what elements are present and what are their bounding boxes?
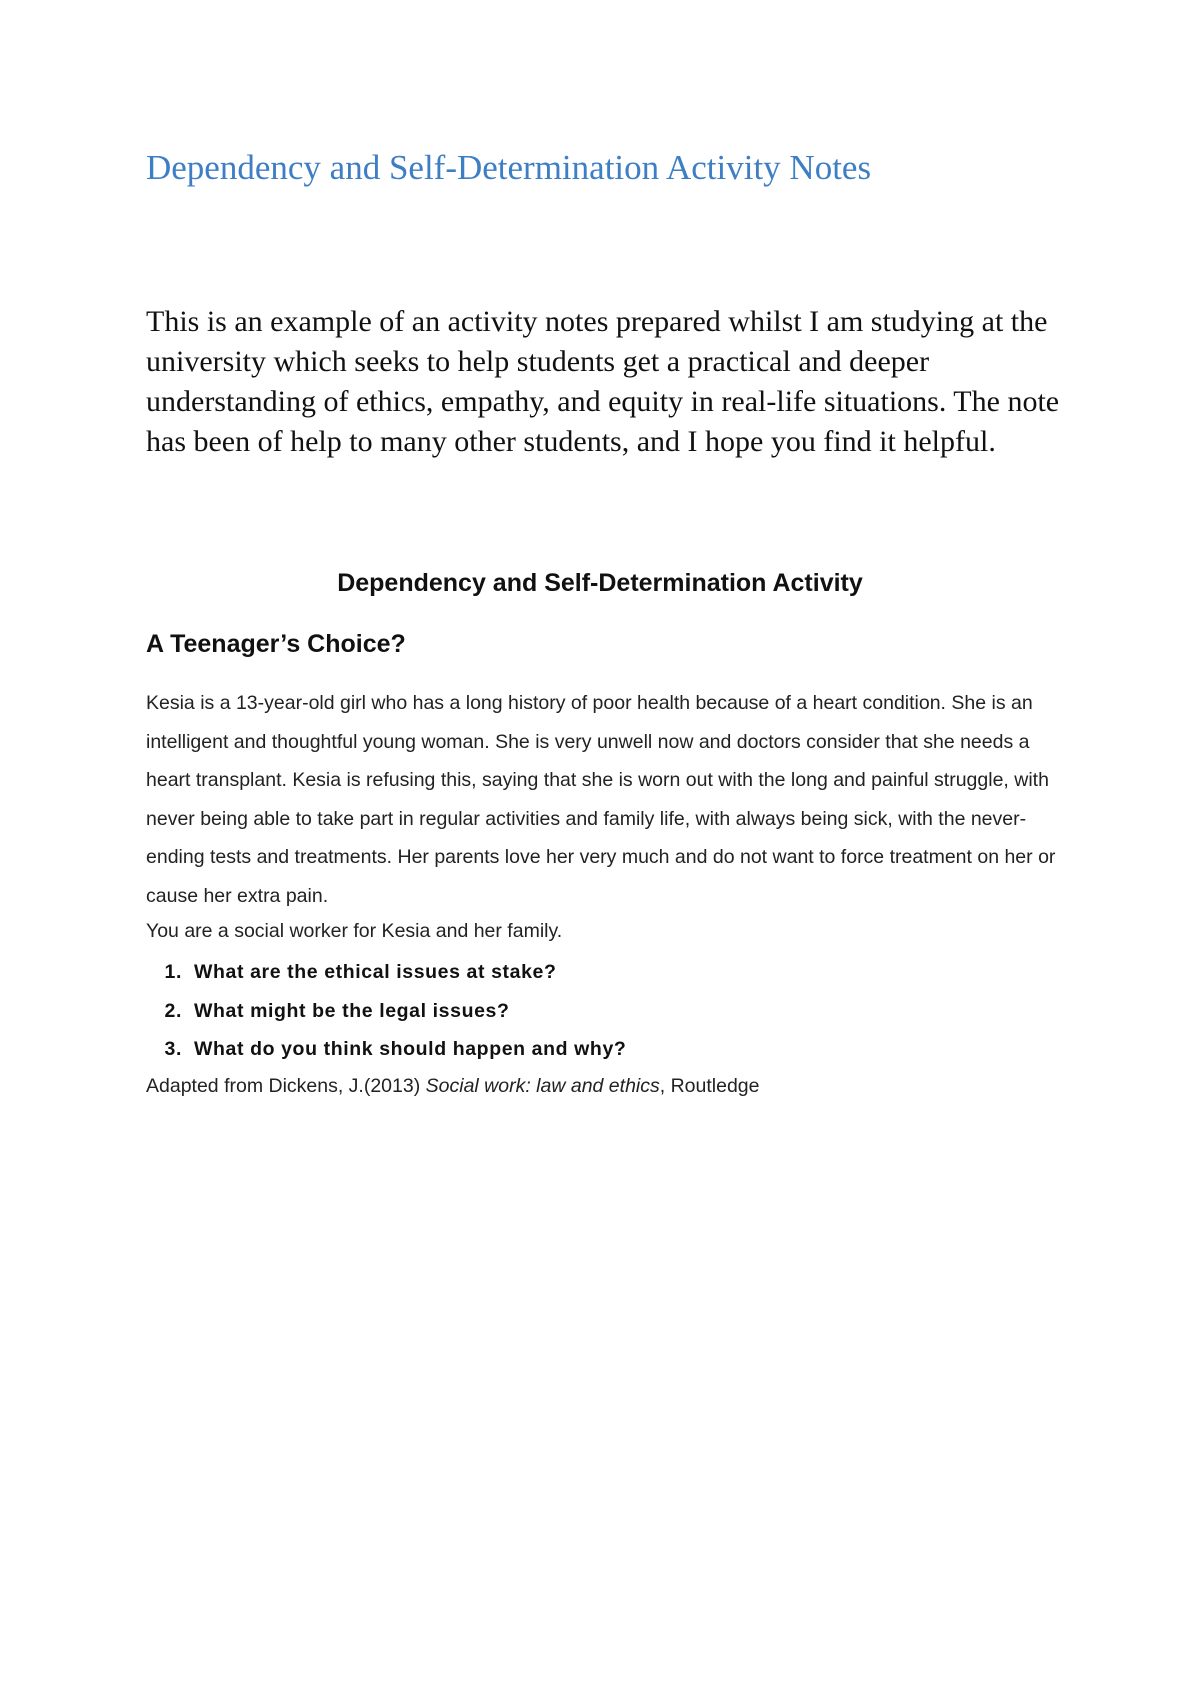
role-statement: You are a social worker for Kesia and her family. <box>146 920 563 942</box>
question-number: 2. <box>164 999 182 1022</box>
citation-book-title: Social work: law and ethics <box>425 1075 660 1097</box>
intro-paragraph: This is an example of an activity notes prepared whilst I am studying at the university which seeks to help students get a practical and deeper understanding of ethics, empathy, and equity in real-life situations. The note has been of help to many other students, and I hope you find it helpful. <box>146 305 1060 458</box>
citation-prefix: Adapted from Dickens, J.(2013) <box>146 1075 426 1097</box>
question-item <box>146 992 626 1031</box>
activity-heading: Dependency and Self-Determination Activity <box>337 569 863 597</box>
question-list <box>146 953 626 1069</box>
source-citation <box>146 1071 760 1101</box>
question-number: 1. <box>164 961 182 983</box>
document-title: Dependency and Self-Determination Activity Notes <box>146 148 872 187</box>
question-item <box>146 953 626 992</box>
case-description: Kesia is a 13-year-old girl who has a long history of poor health because of a heart condition. She is an intelligent and thoughtful young woman. She is very unwell now and doctors consider that she needs a heart transplant. Kesia is refusing this, saying that she is worn out with the long and painful struggle, with never being able to take part in regular activities and family life, with always being sick, with the never-ending tests and treatments. Her parents love her very much and do not want to force treatment on her or cause her extra pain. <box>146 692 1056 907</box>
question-number: 3. <box>164 1038 182 1060</box>
question-text: What do you think should happen and why? <box>194 1038 627 1060</box>
question-text: What are the ethical issues at stake? <box>194 961 557 983</box>
question-item <box>146 1030 626 1069</box>
citation-publisher: , Routledge <box>659 1075 760 1097</box>
question-text: What might be the legal issues? <box>194 999 510 1022</box>
case-heading: A Teenager’s Choice? <box>146 630 406 658</box>
